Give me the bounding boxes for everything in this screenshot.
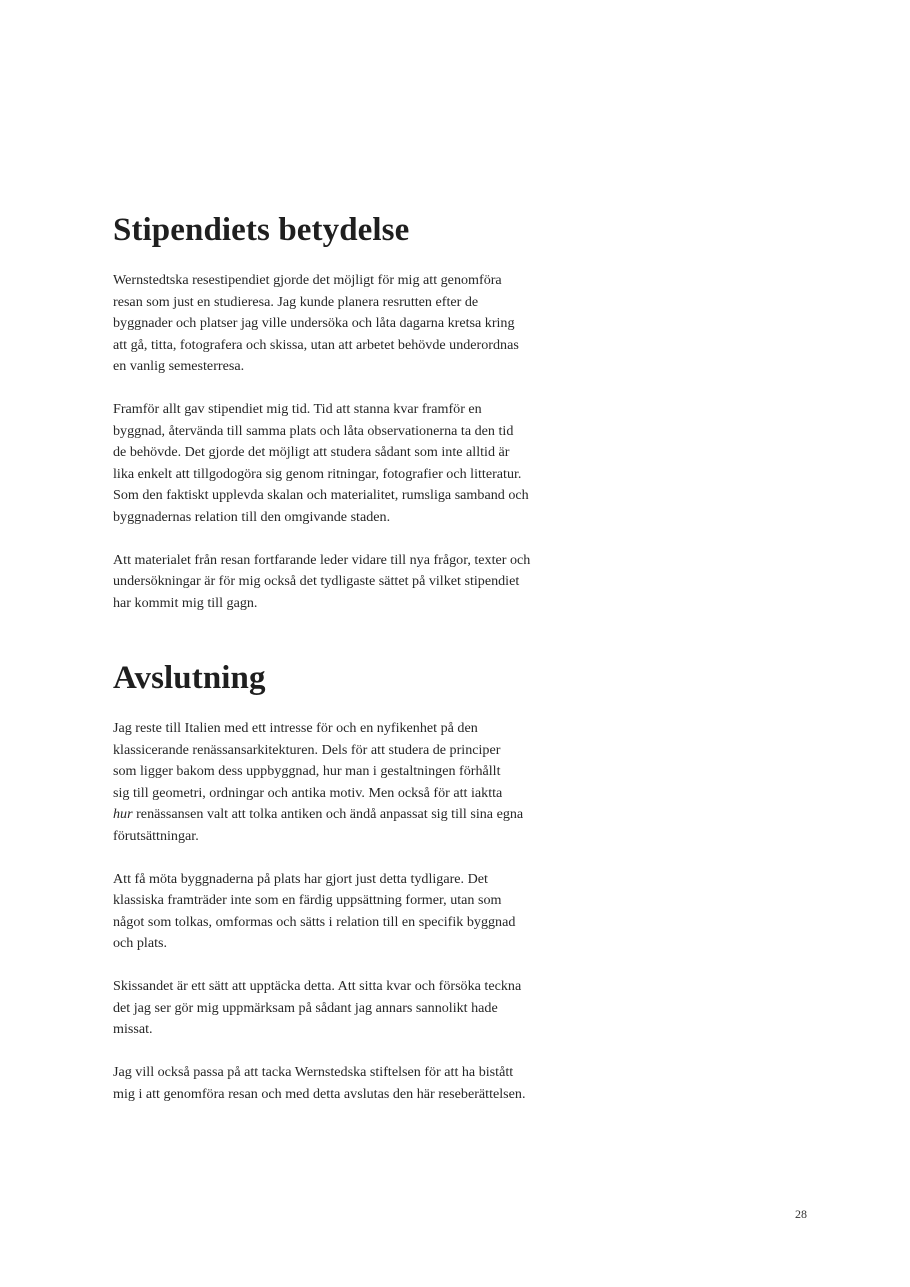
paragraph <box>113 270 583 378</box>
text-line: Jag vill också passa på att tacka Wernstedska stiftelsen för att ha bistått <box>113 1064 514 1080</box>
text-line: byggnadernas relation till den omgivande staden. <box>113 508 391 525</box>
paragraph <box>113 1062 583 1105</box>
text-fragment: renässansen valt att tolka antiken och ändå anpassat sig till sina egna <box>132 806 524 822</box>
text-line: Framför allt gav stipendiet mig tid. Tid att stanna kvar framför en <box>113 401 482 417</box>
section-stipendiets-betydelse <box>113 208 583 636</box>
text-line: Wernstedtska resestipendiet gjorde det möjligt för mig att genomföra <box>113 272 502 288</box>
paragraph <box>113 550 583 615</box>
text-line <box>113 804 583 826</box>
text-line: något som tolkas, omformas och sätts i relation till en specifik byggnad <box>113 913 516 930</box>
text-line: byggnad, återvända till samma plats och låta observationerna ta den tid <box>113 422 514 439</box>
text-line: byggnader och platser jag ville undersöka och låta dagarna kretsa kring <box>113 315 515 331</box>
text-line: undersökningar är för mig också det tydligaste sättet på vilket stipendiet <box>113 573 520 589</box>
text-line: lika enkelt att tillgodogöra sig genom ritningar, fotografier och litteratur. <box>113 465 522 482</box>
text-line: har kommit mig till gagn. <box>113 594 258 611</box>
paragraph <box>113 399 583 528</box>
text-line: som ligger bakom dess uppbyggnad, hur man i gestaltningen förhållt <box>113 763 501 779</box>
section-heading: Stipendiets betydelse <box>113 212 410 248</box>
text-line: och plats. <box>113 935 168 951</box>
text-line: det jag ser gör mig uppmärksam på sådant jag annars sannolikt hade <box>113 999 498 1016</box>
text-line: de behövde. Det gjorde det möjligt att studera sådant som inte alltid är <box>113 444 510 460</box>
text-line: Att materialet från resan fortfarande leder vidare till nya frågor, texter och <box>113 551 531 568</box>
text-line: Jag reste till Italien med ett intresse för och en nyfikenhet på den <box>113 720 478 736</box>
text-line: resan som just en studieresa. Jag kunde planera resrutten efter de <box>113 293 479 310</box>
paragraph <box>113 718 583 847</box>
text-line: en vanlig semesterresa. <box>113 358 245 374</box>
section-avslutning <box>113 656 583 1127</box>
text-line: att gå, titta, fotografera och skissa, utan att arbetet behövde underordnas <box>113 336 519 353</box>
text-line: klassiska framträder inte som en färdig uppsättning former, utan som <box>113 892 502 908</box>
text-line: Skissandet är ett sätt att upptäcka detta. Att sitta kvar och försöka teckna <box>113 978 522 994</box>
text-line: sig till geometri, ordningar och antika motiv. Men också för att iaktta <box>113 784 503 801</box>
text-line: klassicerande renässansarkitekturen. Dels för att studera de principer <box>113 741 501 758</box>
text-line: mig i att genomföra resan och med detta avslutas den här reseberättelsen. <box>113 1085 526 1102</box>
paragraph <box>113 869 583 955</box>
paragraph <box>113 976 583 1041</box>
text-line: förutsättningar. <box>113 827 199 844</box>
section-heading: Avslutning <box>113 660 266 696</box>
text-line: Som den faktiskt upplevda skalan och materialitet, rumsliga samband och <box>113 487 529 503</box>
page-number: 28 <box>795 1207 807 1221</box>
text-line: Att få möta byggnaderna på plats har gjort just detta tydligare. Det <box>113 870 488 887</box>
text-line: missat. <box>113 1021 153 1037</box>
emphasized-word: hur <box>113 806 133 822</box>
